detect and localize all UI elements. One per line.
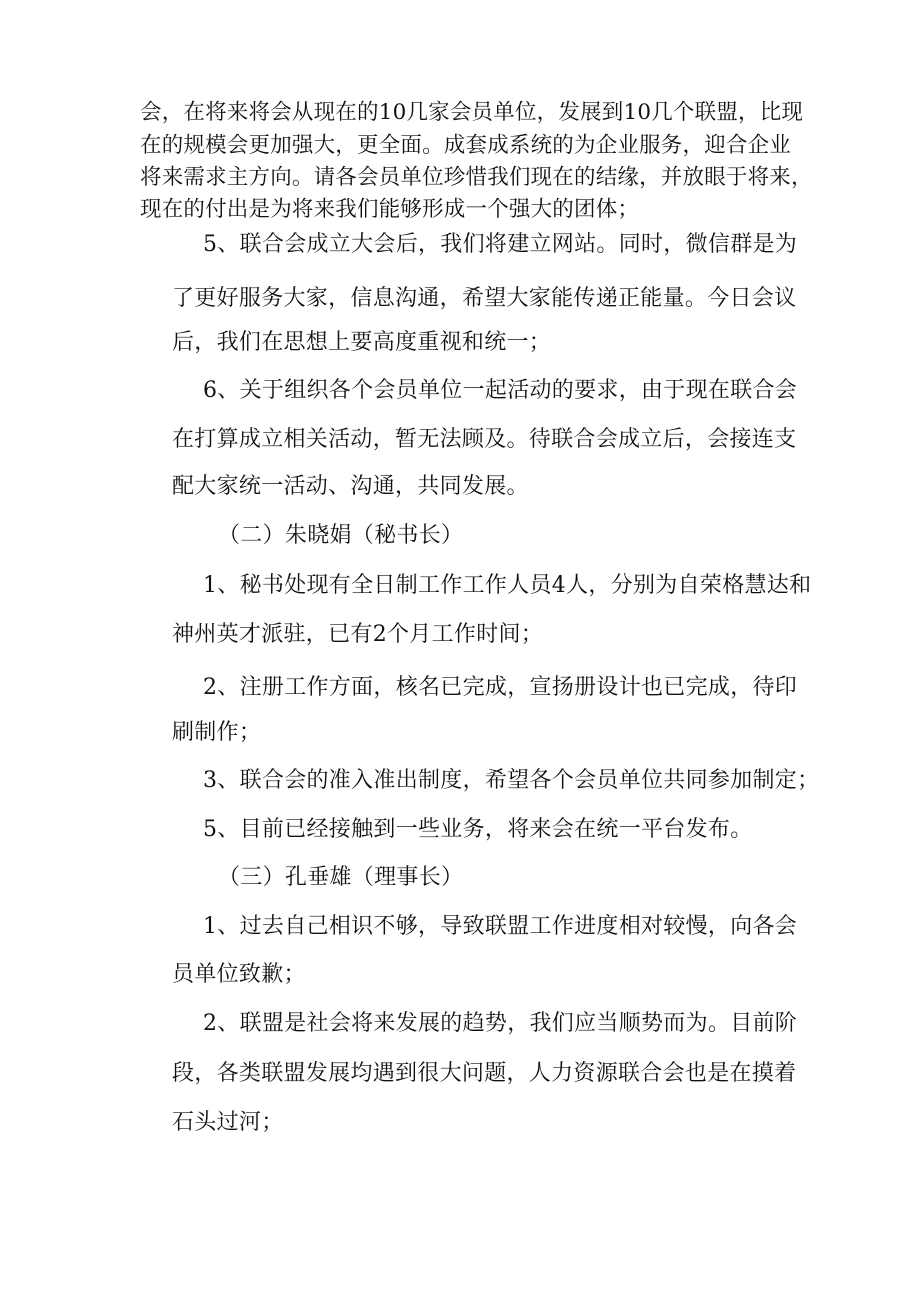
item6-line-2: 在打算成立相关活动，暂无法顾及。待联合会成立后，会接连支 bbox=[172, 427, 797, 452]
intro-line-4: 现在的付出是为将来我们能够形成一个强大的团体； bbox=[140, 197, 640, 222]
intro-line-1: 会，在将来将会从现在的10几家会员单位，发展到10几个联盟，比现 bbox=[140, 100, 804, 125]
s2-item1-line-1: 1、秘书处现有全日制工作工作人员4人，分别为自荣格慧达和 bbox=[203, 573, 812, 598]
s3-item2-line-3: 石头过河； bbox=[172, 1110, 284, 1135]
s2-item2-line-1: 2、注册工作方面，核名已完成，宣扬册设计也已完成，待印 bbox=[203, 675, 798, 700]
intro-line-2: 在的规模会更加强大，更全面。成套成系统的为企业服务，迎合企业 bbox=[140, 133, 792, 158]
s3-item2-line-2: 段，各类联盟发展均遇到很大问题，人力资源联合会也是在摸着 bbox=[172, 1061, 797, 1086]
s2-item2-line-2: 刷制作； bbox=[172, 720, 262, 745]
item5-line-1: 5、联合会成立大会后，我们将建立网站。同时，微信群是为 bbox=[203, 232, 798, 257]
section3-heading: （三）孔垂雄（理事长） bbox=[218, 865, 464, 890]
item5-line-2: 了更好服务大家，信息沟通，希望大家能传递正能量。今日会议 bbox=[172, 286, 797, 311]
s3-item1-line-1: 1、过去自己相识不够，导致联盟工作进度相对较慢，向各会 bbox=[203, 914, 798, 939]
s2-item5: 5、目前已经接触到一些业务，将来会在统一平台发布。 bbox=[203, 817, 753, 842]
item5-line-3: 后，我们在思想上要高度重视和统一； bbox=[172, 330, 552, 355]
s2-item3: 3、联合会的准入准出制度，希望各个会员单位共同参加制定； bbox=[203, 768, 820, 793]
item6-line-3: 配大家统一活动、沟通，共同发展。 bbox=[172, 474, 529, 499]
s3-item2-line-1: 2、联盟是社会将来发展的趋势，我们应当顺势而为。目前阶 bbox=[203, 1011, 798, 1036]
section2-heading: （二）朱晓娟（秘书长） bbox=[218, 523, 464, 548]
item6-line-1: 6、关于组织各个会员单位一起活动的要求，由于现在联合会 bbox=[203, 378, 798, 403]
intro-line-3: 将来需求主方向。请各会员单位珍惜我们现在的结缘，并放眼于将来， bbox=[140, 165, 813, 190]
s2-item1-line-2: 神州英才派驻，已有2个月工作时间； bbox=[172, 622, 544, 647]
s3-item1-line-2: 员单位致歉； bbox=[172, 962, 306, 987]
